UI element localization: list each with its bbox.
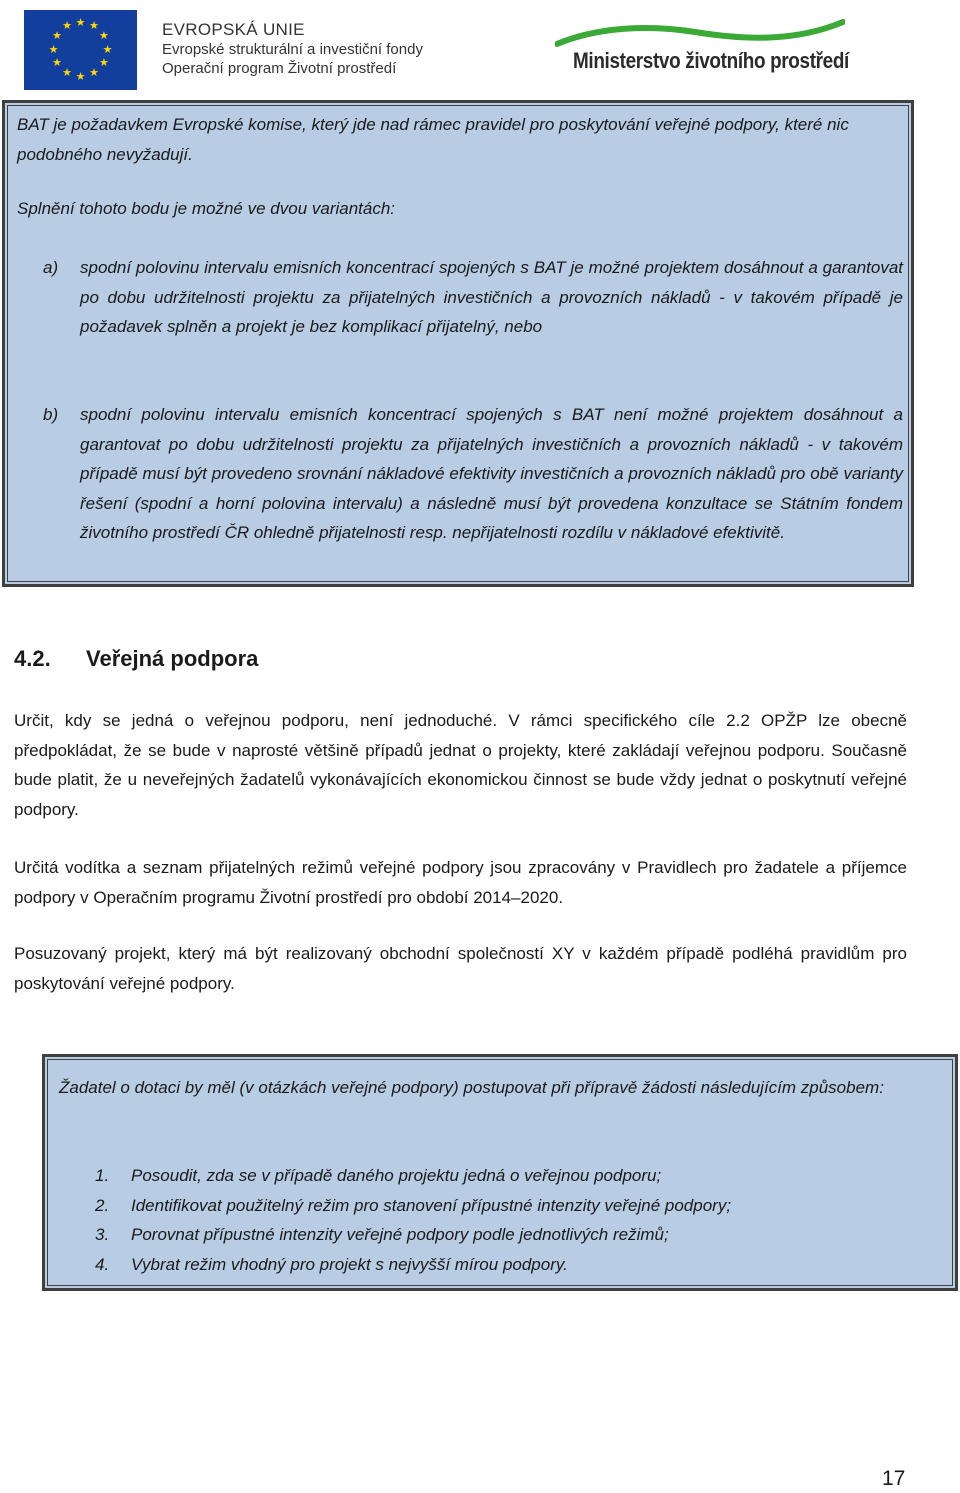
applicant-steps-box	[42, 1054, 958, 1291]
variant-b-text: spodní polovinu intervalu emisních koncentrací spojených s BAT není možné projektem dosáhnout a garantovat po dobu udržitelnosti projektu za přijatelných investičních a provozních nákladů - v takovém případě musí být provedeno srovnání nákladové efektivity investičních a provozních nákladů pro obě varianty řešení (spodní a horní polovina intervalu) a následně musí být provedena konzultace se Státním fondem životního prostředí ČR ohledně přijatelnosti resp. nepřijatelnosti rozdílu v nákladové efektivitě.	[80, 405, 903, 542]
eu-logo-text	[162, 20, 423, 78]
list-item: 3. Porovnat přípustné intenzity veřejné podpory podle jednotlivých režimů;	[95, 1225, 669, 1244]
bat-intro-text: BAT je požadavkem Evropské komise, který jde nad rámec pravidel pro poskytování veřejné podpory, které nic podobného nevyžadují.	[17, 115, 849, 164]
paragraph: Určitá vodítka a seznam přijatelných režimů veřejné podpory jsou zpracovány v Pravidlech pro žadatele a příjemce podpory v Operačním programu Životní prostředí pro období 2014–2020.	[14, 858, 907, 907]
eu-title: EVROPSKÁ UNIE	[162, 20, 305, 39]
variant-b	[43, 400, 903, 548]
eu-star-icon: ★	[75, 16, 86, 29]
paragraph: Posuzovaný projekt, který má být realizovaný obchodní společností XY v každém případě podléhá pravidlům pro poskytování veřejné podpory.	[14, 944, 907, 993]
list-item: 1. Posoudit, zda se v případě daného projektu jedná o veřejnou podporu;	[95, 1166, 662, 1185]
page-header	[0, 0, 960, 96]
eu-funds-line: Evropské strukturální a investiční fondy	[162, 41, 423, 58]
steps-intro: Žadatel o dotaci by měl (v otázkách veřejné podpory) postupovat při přípravě žádosti následujícím způsobem:	[59, 1078, 884, 1097]
eu-star-icon: ★	[75, 70, 86, 83]
eu-star-icon: ★	[89, 20, 99, 33]
variant-b-label: b)	[43, 405, 59, 424]
section-title: Veřejná podpora	[86, 646, 259, 671]
eu-star-icon: ★	[62, 66, 72, 79]
eu-flag-logo	[24, 10, 137, 90]
ministry-logo	[555, 18, 875, 78]
eu-star-icon: ★	[98, 30, 109, 42]
ministry-name: Ministerstvo životního prostředí	[573, 48, 849, 73]
eu-star-icon: ★	[62, 20, 72, 33]
list-item: 4. Vybrat režim vhodný pro projekt s nejvyšší mírou podpory.	[95, 1254, 568, 1274]
eu-program-line: Operační program Životní prostředí	[162, 60, 397, 77]
eu-star-icon: ★	[89, 66, 99, 79]
variant-a-label: a)	[43, 258, 59, 277]
variant-a	[43, 253, 903, 342]
eu-star-icon: ★	[102, 43, 113, 56]
bat-info-box	[2, 100, 914, 587]
paragraph: Určit, kdy se jedná o veřejnou podporu, není jednoduché. V rámci specifického cíle 2.2 OPŽP lze obecně předpokládat, že se bude v naprosté většině případů jednat o projekty, které zakládají veřejnou podporu. Současně bude platit, že u neveřejných žadatelů vykonávajících ekonomickou činnost se bude vždy jednat o poskytnutí veřejné podpory.	[14, 711, 907, 819]
section-heading	[14, 646, 258, 672]
bat-variants-intro: Splnění tohoto bodu je možné ve dvou variantách:	[17, 199, 396, 218]
page-number: 17	[882, 1467, 906, 1490]
eu-star-icon: ★	[98, 57, 109, 69]
eu-star-icon: ★	[48, 43, 59, 56]
list-item: 2. Identifikovat použitelný režim pro stanovení přípustné intenzity veřejné podpory;	[95, 1195, 732, 1215]
variant-a-text: spodní polovinu intervalu emisních koncentrací spojených s BAT je možné projektem dosáhnout a garantovat po dobu udržitelnosti projektu za přijatelných investičních a provozních nákladů - v takovém případě je požadavek splněn a projekt je bez komplikací přijatelný, nebo	[80, 258, 903, 336]
eu-star-icon: ★	[52, 30, 63, 42]
eu-star-icon: ★	[52, 57, 63, 69]
section-number: 4.2.	[14, 646, 51, 671]
ministry-wave-icon	[555, 18, 845, 48]
steps-list	[95, 1161, 935, 1279]
